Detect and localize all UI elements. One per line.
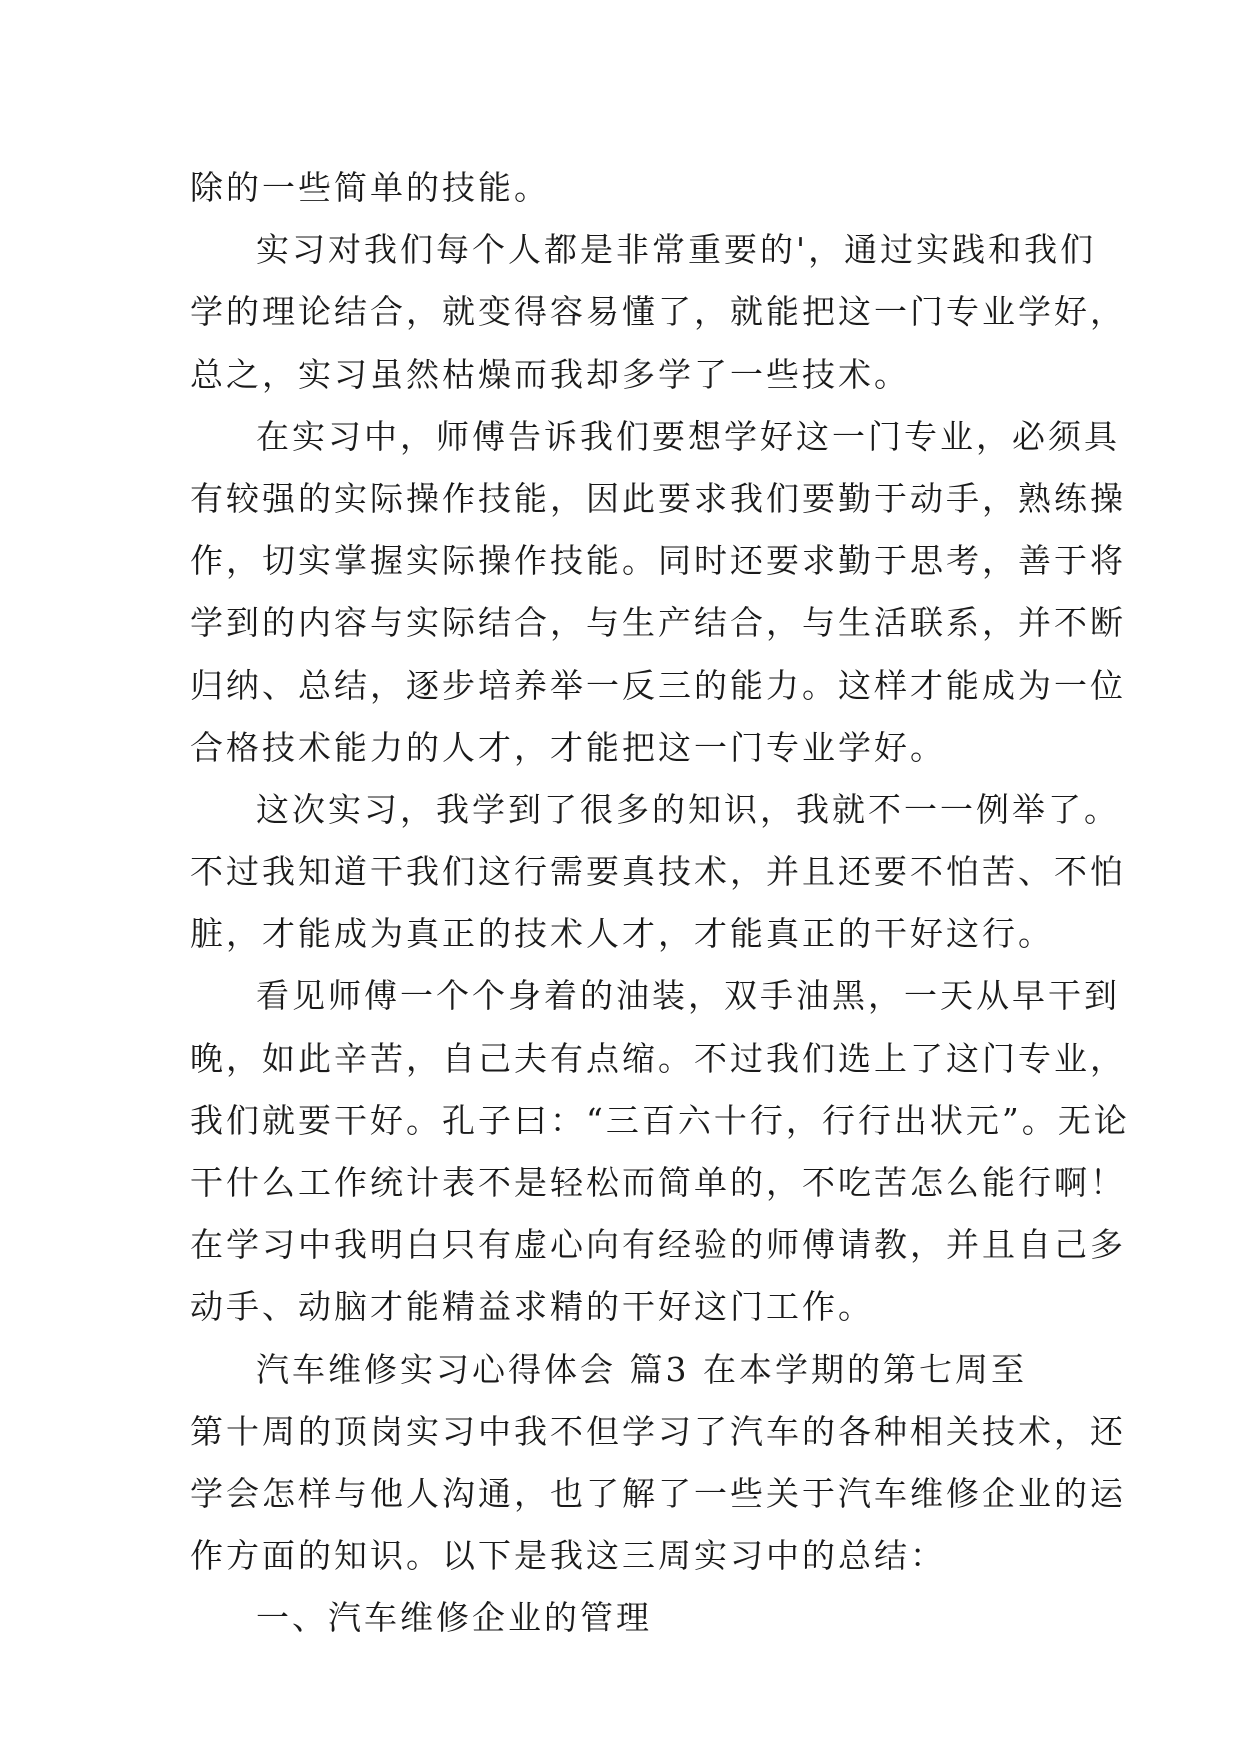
text-line: 在学习中我明白只有虚心向有经验的师傅请教，并且自己多 (190, 1225, 1126, 1265)
paragraph-start-line: 在实习中，师傅告诉我们要想学好这一门专业，必须具 (256, 416, 1120, 456)
paragraph-start-line: 这次实习，我学到了很多的知识，我就不一一例举了。 (256, 789, 1120, 829)
text-line: 晚，如此辛苦，自己夫有点缩。不过我们选上了这门专业， (190, 1038, 1126, 1078)
paragraph-start-line: 实习对我们每个人都是非常重要的'，通过实践和我们 (256, 230, 1097, 270)
text-line: 作方面的知识。以下是我这三周实习中的总结： (190, 1536, 946, 1576)
text-line: 除的一些简单的技能。 (190, 168, 550, 207)
text-line: 总之，实习虽然枯燥而我却多学了一些技术。 (190, 354, 910, 394)
section-title-line: 汽车维修实习心得体会 篇3 在本学期的第七周至 (256, 1349, 1027, 1389)
text-line: 合格技术能力的人才，才能把这一门专业学好。 (190, 727, 946, 767)
text-line: 学到的内容与实际结合，与生产结合，与生活联系，并不断 (190, 603, 1126, 643)
paragraph-start-line: 看见师傅一个个身着的油装，双手油黑，一天从早干到 (256, 976, 1120, 1016)
text-line: 有较强的实际操作技能，因此要求我们要勤于动手，熟练操 (190, 478, 1126, 518)
text-line: 学会怎样与他人沟通，也了解了一些关于汽车维修企业的运 (190, 1473, 1126, 1513)
text-line: 干什么工作统计表不是轻松而简单的，不吃苦怎么能行啊！ (190, 1163, 1126, 1202)
body-text (190, 157, 1130, 1650)
text-line: 作，切实掌握实际操作技能。同时还要求勤于思考，善于将 (190, 541, 1126, 581)
text-line: 不过我知道干我们这行需要真技术，并且还要不怕苦、不怕 (190, 852, 1126, 892)
subheading-line: 一、汽车维修企业的管理 (256, 1598, 652, 1638)
text-line: 我们就要干好。孔子曰：“三百六十行，行行出状元”。无论 (190, 1100, 1130, 1140)
text-line: 脏，才能成为真正的技术人才，才能真正的干好这行。 (190, 914, 1054, 954)
text-line: 动手、动脑才能精益求精的干好这门工作。 (190, 1287, 874, 1327)
text-line: 归纳、总结，逐步培养举一反三的能力。这样才能成为一位 (190, 665, 1126, 705)
text-line: 第十周的顶岗实习中我不但学习了汽车的各种相关技术，还 (190, 1411, 1126, 1451)
text-line: 学的理论结合，就变得容易懂了，就能把这一门专业学好， (190, 292, 1126, 332)
